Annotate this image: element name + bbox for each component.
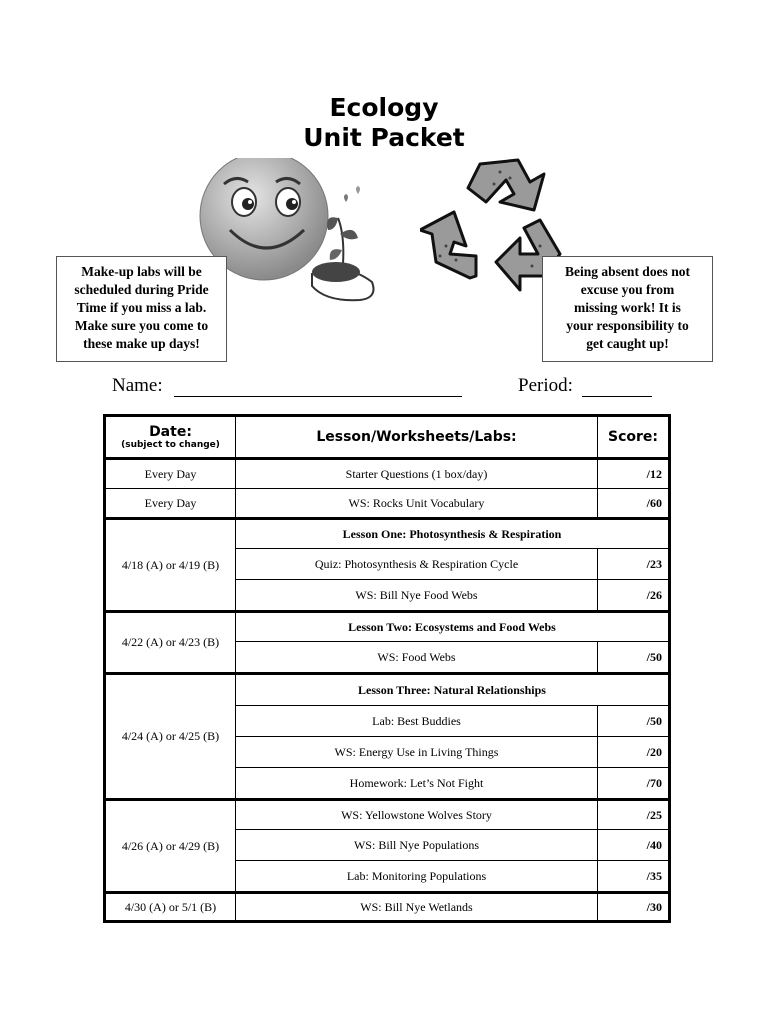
table-row: WS: Bill Nye Populations /40 bbox=[105, 830, 670, 861]
table-row: 4/24 (A) or 4/25 (B) Lesson Three: Natural Relationships bbox=[105, 674, 670, 706]
title-line-2: Unit Packet bbox=[303, 123, 465, 152]
period-field[interactable] bbox=[582, 378, 652, 397]
table-row: Every Day WS: Rocks Unit Vocabulary /60 bbox=[105, 489, 670, 519]
table-row: 4/26 (A) or 4/29 (B) WS: Yellowstone Wolves Story /25 bbox=[105, 800, 670, 830]
name-label: Name: bbox=[112, 375, 163, 396]
table-row: WS: Food Webs /50 bbox=[105, 642, 670, 674]
title-line-1: Ecology bbox=[329, 93, 439, 122]
table-row: 4/30 (A) or 5/1 (B) WS: Bill Nye Wetlands /30 bbox=[105, 893, 670, 922]
table-row: 4/22 (A) or 4/23 (B) Lesson Two: Ecosystems and Food Webs bbox=[105, 612, 670, 642]
lesson-heading: Lesson Two: Ecosystems and Food Webs bbox=[236, 612, 670, 642]
table-row: WS: Energy Use in Living Things /20 bbox=[105, 737, 670, 768]
date-header: Date: (subject to change) bbox=[105, 416, 236, 459]
lesson-heading: Lesson One: Photosynthesis & Respiration bbox=[236, 519, 670, 549]
table-row: WS: Bill Nye Food Webs /26 bbox=[105, 580, 670, 612]
score-header: Score: bbox=[598, 416, 670, 459]
lesson-heading: Lesson Three: Natural Relationships bbox=[236, 674, 670, 706]
table-row: Homework: Let’s Not Fight /70 bbox=[105, 768, 670, 800]
lesson-header: Lesson/Worksheets/Labs: bbox=[236, 416, 598, 459]
makeup-labs-note: Make-up labs will be scheduled during Pride Time if you miss a lab. Make sure you come to these make up days! bbox=[56, 256, 227, 362]
table-row: Lab: Monitoring Populations /35 bbox=[105, 861, 670, 893]
schedule-table bbox=[103, 414, 671, 923]
table-header-row bbox=[105, 416, 670, 459]
absence-note: Being absent does not excuse you from missing work! It is your responsibility to get caught up! bbox=[542, 256, 713, 362]
table-row: 4/18 (A) or 4/19 (B) Lesson One: Photosynthesis & Respiration bbox=[105, 519, 670, 549]
table-row: Lab: Best Buddies /50 bbox=[105, 706, 670, 737]
period-label: Period: bbox=[518, 375, 573, 396]
table-row: Quiz: Photosynthesis & Respiration Cycle /23 bbox=[105, 549, 670, 580]
name-field[interactable] bbox=[174, 378, 462, 397]
table-row: Every Day Starter Questions (1 box/day) /12 bbox=[105, 459, 670, 489]
